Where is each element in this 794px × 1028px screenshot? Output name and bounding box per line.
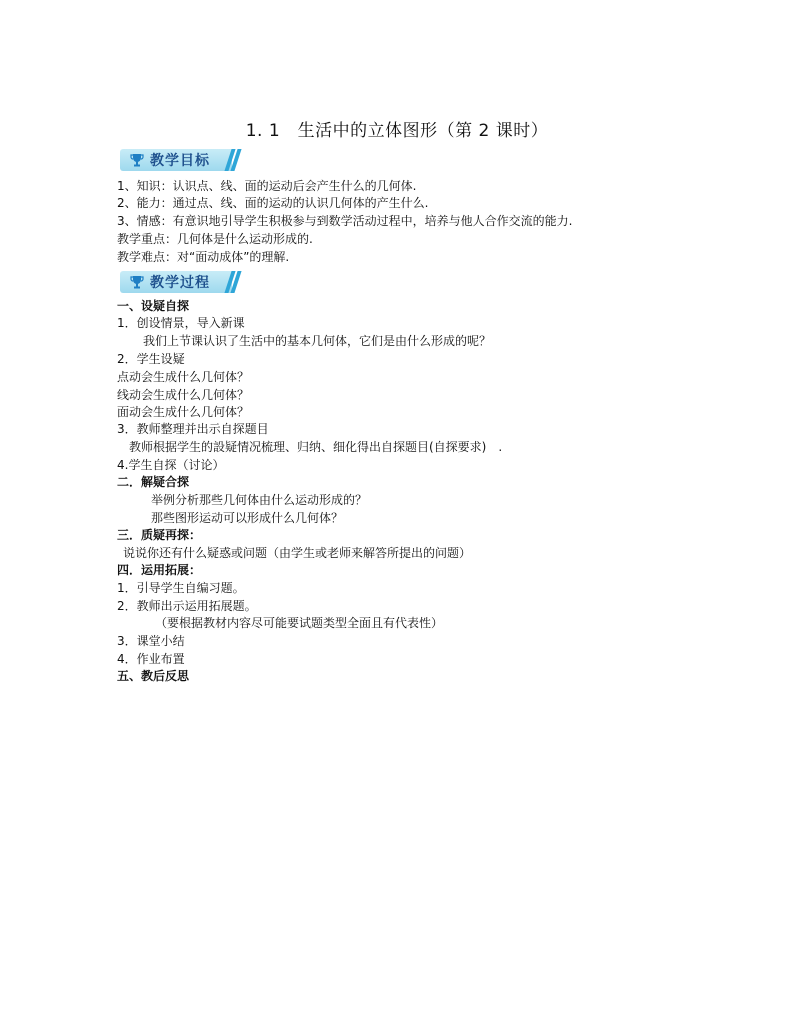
difficulty-point: 教学难点：对“面动成体”的理解. xyxy=(117,250,290,264)
trophy-icon xyxy=(128,273,146,291)
section-heading-4: 四．运用拓展： xyxy=(117,563,202,577)
list-item: 3．课堂小结 xyxy=(117,634,185,648)
trophy-icon xyxy=(128,151,146,169)
list-item-text: 我们上节课认识了生活中的基本几何体，它们是由什么形成的呢？ xyxy=(143,334,492,348)
section-heading-5: 五、教后反思 xyxy=(117,669,190,683)
question-face: 面动会生成什么几何体？ xyxy=(117,405,250,419)
key-point: 教学重点：几何体是什么运动形成的. xyxy=(117,232,313,246)
goal-knowledge: 1、知识：认识点、线、面的运动后会产生什么的几何体. xyxy=(117,179,417,193)
section-text: 说说你还有什么疑惑或问题（由学生或老师来解答所提出的问题） xyxy=(123,546,472,560)
list-item: 4.学生自探（讨论） xyxy=(117,458,225,472)
list-item: 1．创设情景，导入新课 xyxy=(117,316,245,330)
page-title: 1. 1 生活中的立体图形（第 2 课时） xyxy=(245,121,549,141)
section-badge-goals xyxy=(120,149,236,171)
section-badge-process xyxy=(120,271,236,293)
goal-ability: 2、能力：通过点、线、面的运动的认识几何体的产生什么. xyxy=(117,196,429,210)
list-item: 2．学生设疑 xyxy=(117,352,185,366)
list-item-text: （要根据教材内容尽可能要试题类型全面且有代表性） xyxy=(155,616,444,630)
section-heading-2: 二．解疑合探 xyxy=(117,475,190,489)
list-item: 3．教师整理并出示自探题目 xyxy=(117,422,269,436)
goal-emotion: 3、情感：有意识地引导学生积极参与到数学活动过程中，培养与他人合作交流的能力. xyxy=(117,214,573,228)
section-heading-1: 一、设疑自探 xyxy=(117,299,190,313)
section-heading-3: 三．质疑再探： xyxy=(117,528,202,542)
list-item: 1．引导学生自编习题。 xyxy=(117,581,245,595)
badge-label-process: 教学过程 xyxy=(150,275,210,291)
list-item: 4．作业布置 xyxy=(117,652,185,666)
section-text: 那些图形运动可以形成什么几何体？ xyxy=(151,511,344,525)
question-point: 点动会生成什么几何体？ xyxy=(117,370,250,384)
list-item-text: 教师根据学生的設疑情况梳理、归纳、细化得出自探题目(自探要求) . xyxy=(129,440,503,454)
section-text: 举例分析那些几何体由什么运动形成的？ xyxy=(151,493,368,507)
question-line: 线动会生成什么几何体？ xyxy=(117,388,250,402)
badge-label-goals: 教学目标 xyxy=(150,153,210,169)
list-item: 2．教师出示运用拓展题。 xyxy=(117,599,257,613)
